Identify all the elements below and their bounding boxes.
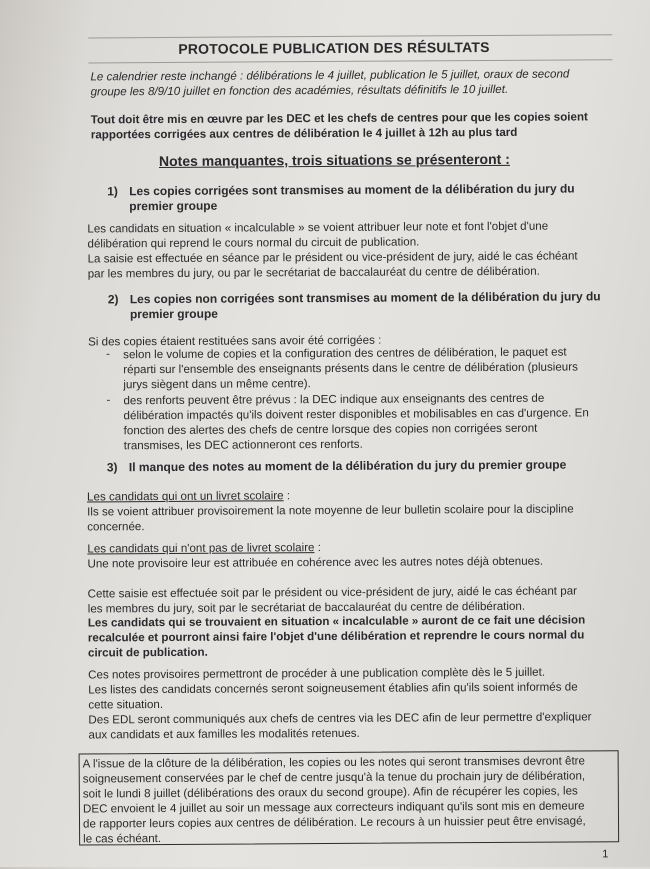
text-line: premier groupe: [129, 306, 218, 322]
section-heading: [129, 181, 609, 214]
bullet-dash: -: [106, 393, 111, 407]
section-heading: Il manque des notes au moment de la délibération du jury du premier groupe: [128, 457, 567, 475]
text-line: par les membres du jury, ou par le secrétariat de baccalauréat du centre de délibération.: [87, 264, 540, 281]
text-line: Les listes des candidats concernés seront soigneusement établies afin qu'ils soient informés de: [88, 680, 578, 697]
section-number: 3): [106, 460, 118, 475]
text-line: jurys siègent dans un même centre).: [123, 377, 311, 392]
text-line: selon le volume de copies et la configuration des centres de délibération, le paquet est: [123, 345, 567, 362]
text-line: Ces notes provisoires permettront de procéder à une publication complète dès le 5 juillet.: [88, 665, 546, 682]
text-line: circuit de publication.: [87, 645, 208, 660]
section-body: [87, 218, 617, 281]
bullet-item: [123, 390, 621, 453]
situations-heading: Notes manquantes, trois situations se présenteront :: [158, 150, 510, 170]
text-line: Les candidats en situation « incalculable » se voient attribuer leur note et font l'objet d'une: [87, 219, 549, 236]
text-line: des renforts peuvent être prévus : la DEC indique aux enseignants des centres de: [123, 391, 545, 408]
text-line: DEC envoient le 4 juillet au soir un message aux correcteurs indiquant qu'ils sont mis en demeure: [82, 799, 585, 816]
text-line: Tout doit être mis en œuvre par les DEC et les chefs de centres pour que les copies soient: [90, 110, 588, 127]
text-line: Le calendrier reste inchangé : délibérations le 4 juillet, publication le 5 juillet, oraux de second: [90, 67, 570, 84]
bullet-dash: -: [106, 347, 111, 361]
incalculable-block: [88, 612, 620, 660]
text-line: A l'issue de la clôture de la délibération, les copies ou les notes qui seront transmises devront être: [82, 754, 586, 771]
colon: :: [283, 489, 291, 503]
text-line: fonction des alertes des chefs de centre lorsque des copies non corrigées seront: [123, 421, 538, 438]
text-line: concernée.: [87, 520, 145, 534]
text-line: rapportées corrigées aux centres de délibération le 4 juillet à 12h au plus tard: [90, 125, 518, 142]
section-number: 1): [107, 184, 118, 199]
text-line: premier groupe: [129, 198, 218, 214]
final-block: [88, 664, 620, 742]
note-box-text: [83, 753, 616, 846]
section-heading: [130, 289, 620, 322]
deadline-note: [91, 109, 621, 142]
calendar-note: [90, 66, 620, 99]
text-line: cette situation.: [88, 698, 164, 712]
text-line: de rapporter leurs copies aux centres de délibération. Le recours à un huissier peut être envisagé,: [82, 814, 586, 831]
text-line: Des EDL seront communiqués aux chefs de centres via les DEC afin de leur permettre d'expliquer: [88, 710, 592, 727]
page-title: PROTOCOLE PUBLICATION DES RÉSULTATS: [178, 38, 490, 57]
top-rule: [88, 34, 612, 38]
text-line: Les candidats qui se trouvaient en situation « incalculable » auront de ce fait une décision: [87, 613, 586, 630]
livret-block: [87, 486, 619, 534]
text-line: Ils se voient attribuer provisoirement la note moyenne de leur bulletin scolaire pour la discipline: [87, 502, 574, 519]
section-number: 2): [107, 292, 119, 307]
text-line: Cette saisie est effectuée soit par le président ou vice-président de jury, aidé le cas échéant par: [87, 584, 578, 601]
livret-subheading: Les candidats qui ont un livret scolaire: [86, 489, 284, 504]
page-number: 1: [602, 848, 609, 861]
text-line: soigneusement conservées par le chef de centre jusqu'à la tenue du prochain jury de délibération,: [82, 769, 586, 786]
text-line: La saisie est effectuée en séance par le président ou vice-président de jury, aidé le cas échéant: [87, 249, 578, 266]
saisie-block: [88, 583, 620, 616]
bullet-item: [123, 344, 621, 392]
text-line: recalculée et pourront ainsi faire l'objet d'une délibération et reprendre le cours normal du: [87, 628, 585, 645]
nolivret-subheading: Les candidats qui n'ont pas de livret scolaire: [87, 541, 315, 556]
text-line: groupe les 8/9/10 juillet en fonction des académies, résultats définitifs le 10 juillet.: [90, 82, 509, 99]
colon: :: [314, 541, 321, 555]
section-intro: Si des copies étaient restituées sans avoir été corrigées :: [88, 333, 382, 349]
text-line: aux candidats et aux familles les modalités retenues.: [88, 726, 360, 742]
text-line: Les copies corrigées sont transmises au moment de la délibération du jury du: [129, 181, 575, 199]
nolivret-block: [87, 538, 619, 571]
text-line: délibération qui reprend le cours normal du circuit de publication.: [87, 235, 420, 251]
text-line: réparti sur l'ensemble des enseignants présents dans le centre de délibération (plusieurs: [123, 360, 578, 377]
text-line: Les copies non corrigées sont transmises au moment de la délibération du jury du: [129, 289, 601, 307]
text-line: les membres du jury, soit par le secrétariat de baccalauréat du centre de délibération.: [87, 599, 526, 616]
text-line: délibération impactés qu'ils doivent rester disponibles et mobilisables en cas d'urgence. En: [123, 406, 589, 423]
text-line: soit le lundi 8 juillet (délibérations des oraux du second groupe). Afin de récupérer les copies, les: [82, 784, 578, 801]
title-rule: [88, 59, 612, 63]
text-line: transmises, les DEC actionneront ces renforts.: [123, 437, 363, 453]
text-line: le cas échéant.: [83, 832, 162, 846]
text-line: Une note provisoire leur est attribuée en cohérence avec les autres notes déjà obtenues.: [87, 554, 544, 571]
